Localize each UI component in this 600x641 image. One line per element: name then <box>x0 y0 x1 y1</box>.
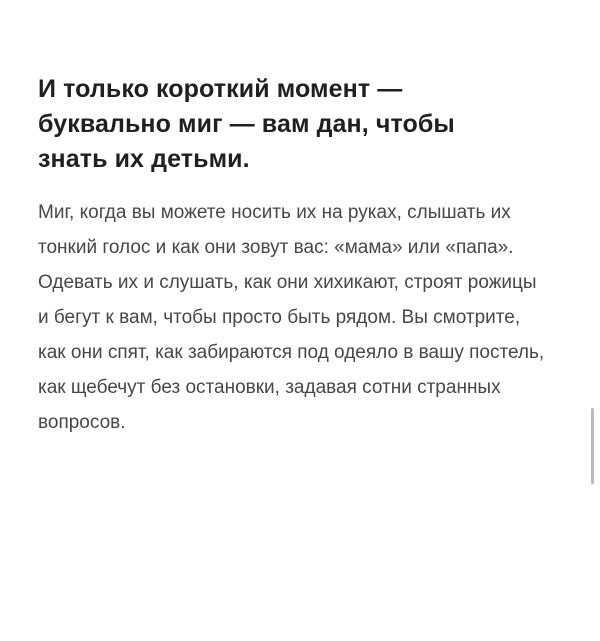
article-heading: И только короткий момент — буквально миг — вам дан, чтобы знать их детьми. <box>38 75 455 173</box>
scrollbar-track[interactable] <box>591 0 597 641</box>
article-content <box>38 72 558 440</box>
scrollbar-thumb[interactable] <box>591 408 594 484</box>
article-body-paragraph: Миг, когда вы можете носить их на руках, слышать их тонкий голос и как они зовут вас: «мама» или «папа». Одевать их и слушать, как они хихикают, строят рожицы и бегут к вам, чтобы просто быть рядом. Вы смотрите, как они спят, как забираются под одеяло в вашу постель, как щебечут без остановки, задавая сотни странных вопросов. <box>38 202 545 433</box>
